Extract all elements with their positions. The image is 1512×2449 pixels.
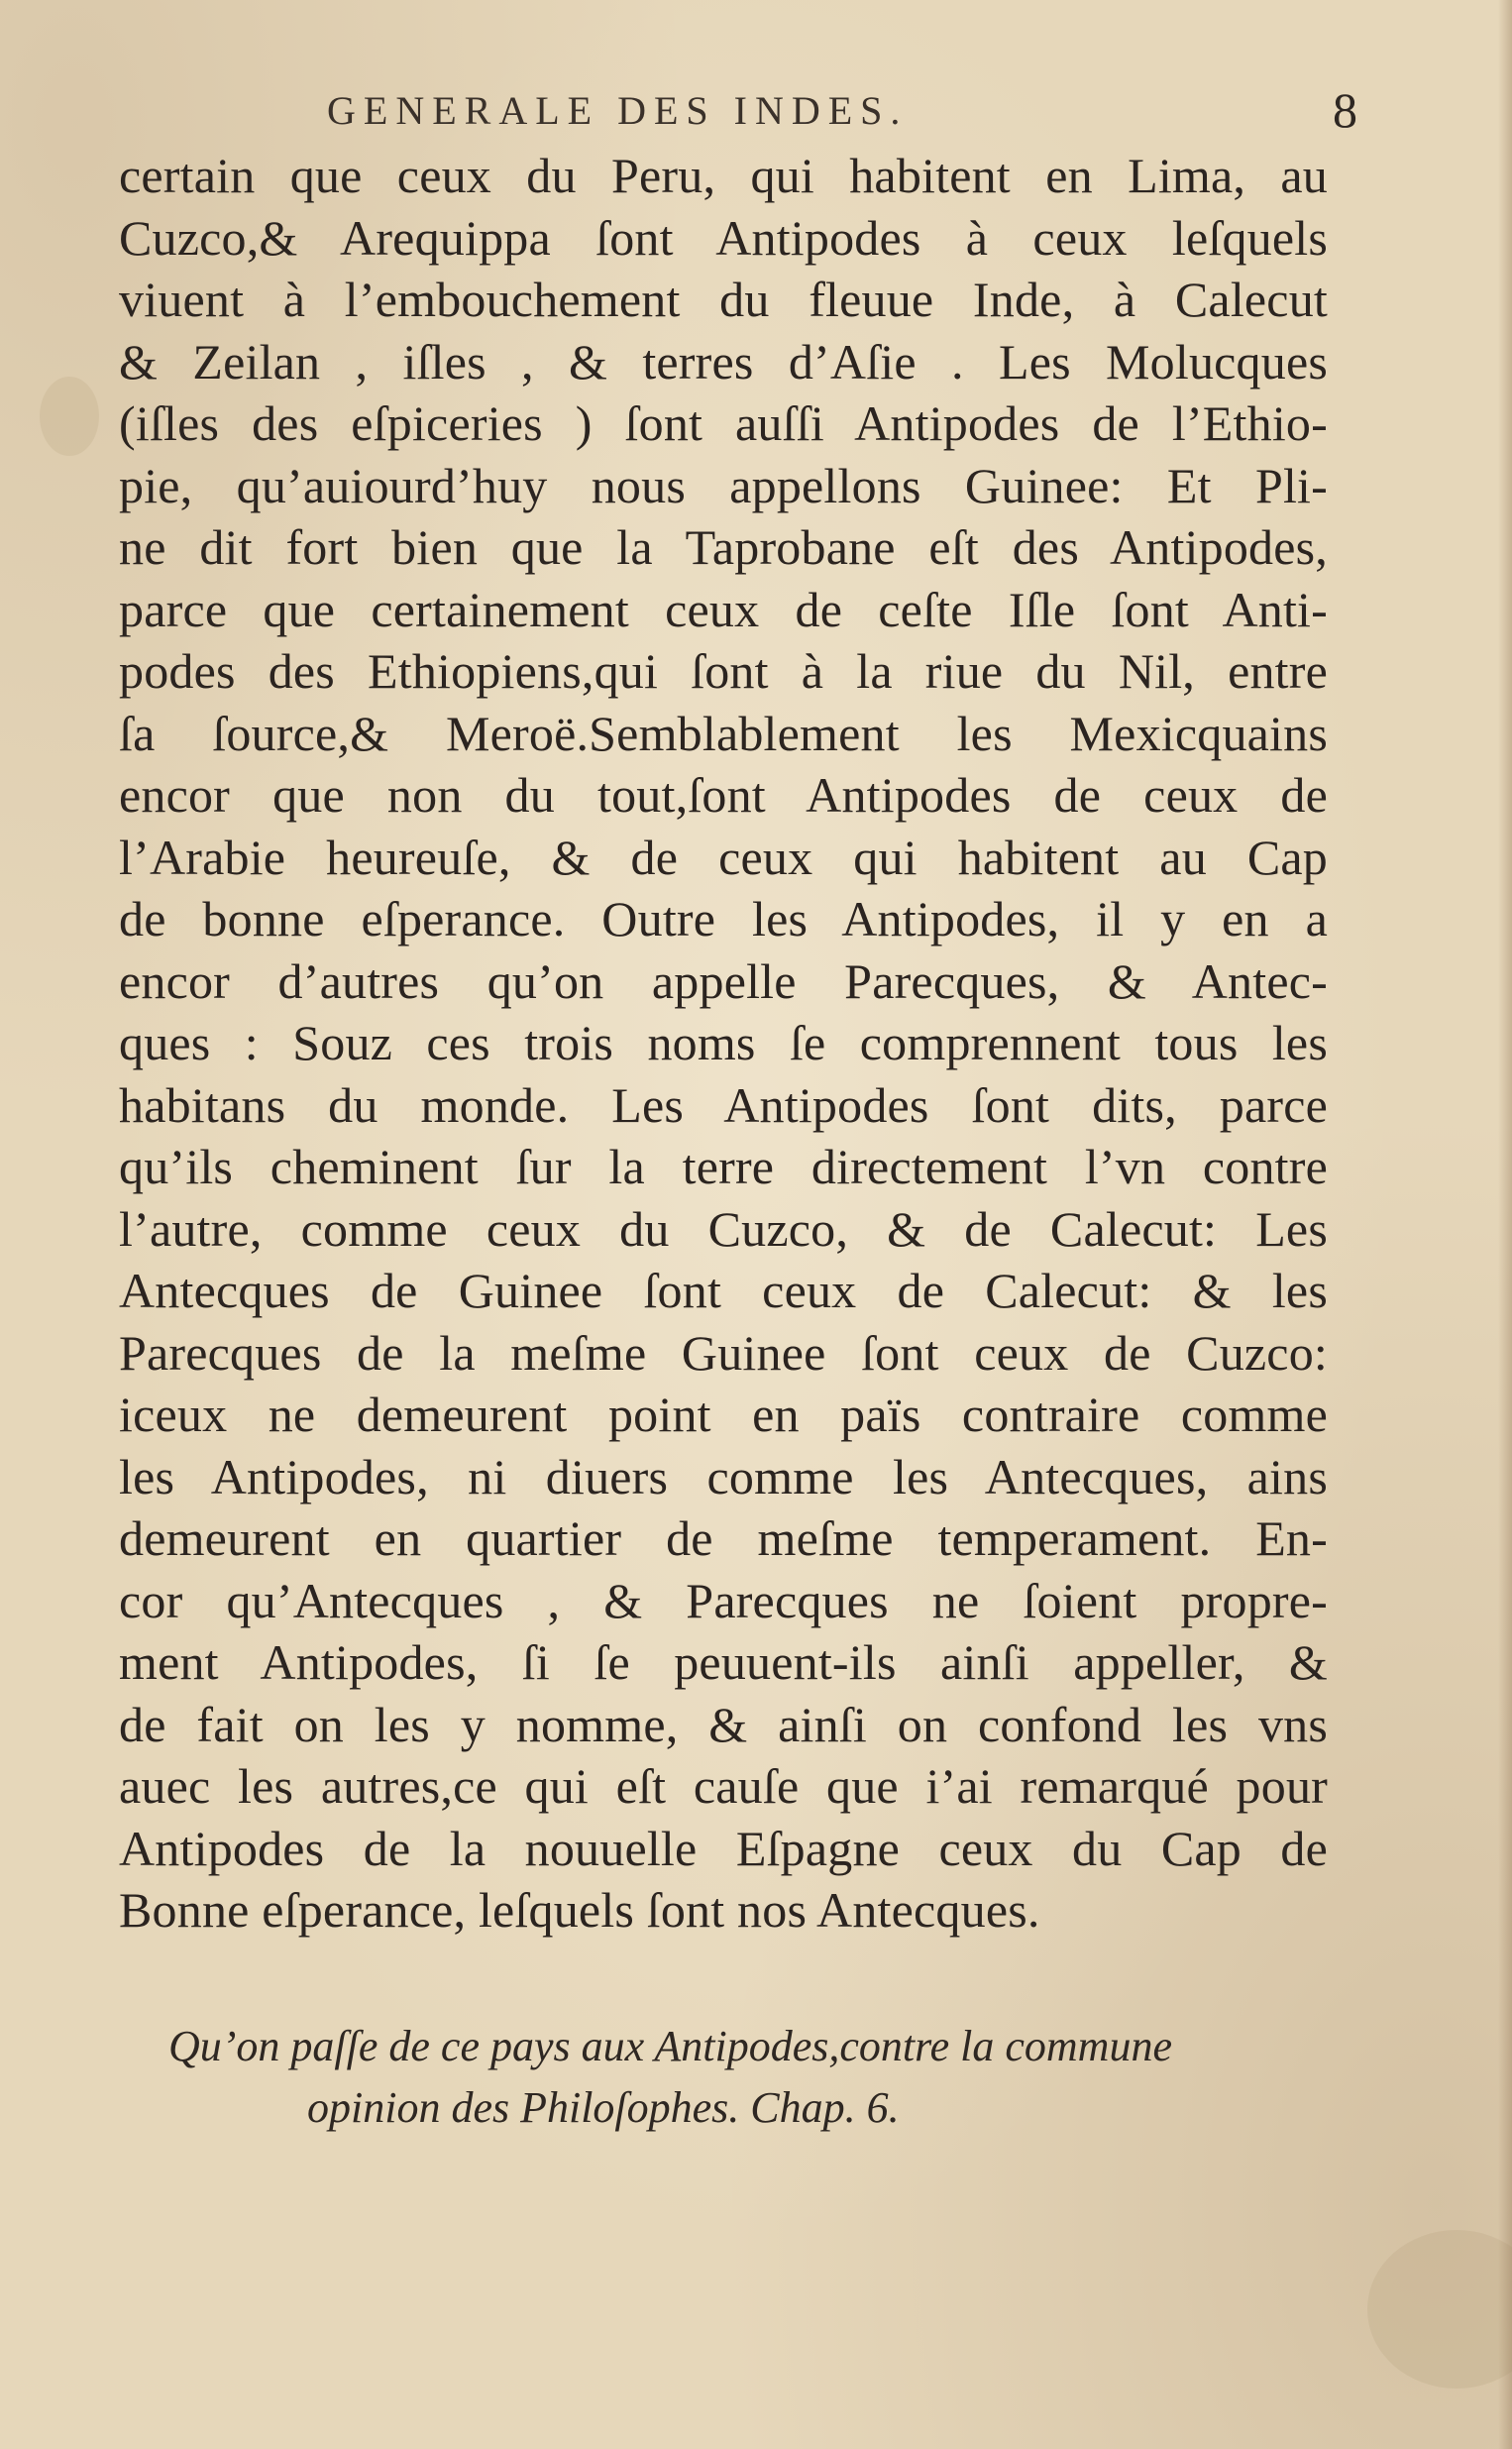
text-line: pie, qu’auiourd’huy nous appellons Guinee: Et Pli- [119,457,1328,513]
text-line: qu’ils cheminent ſur la terre directement l’vn contre [119,1139,1328,1194]
text-line: viuent à l’embouchement du fleuue Inde, à Calecut [119,272,1328,327]
chapter-heading [168,2016,1308,2139]
text-line: Parecques de la meſme Guinee ſont ceux de Cuzco: [119,1324,1328,1381]
text-line: iceux ne demeurent point en païs contraire comme [119,1387,1328,1442]
text-line: demeurent en quartier de meſme temperament. En- [119,1510,1328,1566]
text-line: habitans du monde. Les Antipodes ſont dits, parce [119,1076,1328,1133]
text-line: les Antipodes, ni diuers comme les Antecques, ains [119,1448,1328,1504]
paper-stain [1367,2230,1512,2389]
text-line: cor qu’Antecques , & Parecques ne ſoient propre- [119,1572,1328,1628]
text-line: ques : Souz ces trois noms ſe comprennent tous les [119,1015,1328,1070]
text-line: Bonne eſperance, leſquels ſont nos Antecques. [119,1882,1040,1938]
text-line: de bonne eſperance. Outre les Antipodes, il y en a [119,891,1328,946]
running-head: GENERALE DES INDES. [327,88,909,133]
text-line: encor d’autres qu’on appelle Parecques, & Antec- [119,952,1328,1009]
text-line: l’autre, comme ceux du Cuzco, & de Calecut: Les [119,1200,1328,1257]
chapter-heading-line: Qu’on paſſe de ce pays aux Antipodes,contre la commune [168,2022,1172,2070]
text-line: auec les autres,ce qui eſt cauſe que i’ai remarqué pour [119,1758,1328,1814]
chapter-heading-line: opinion des Philoſophes. Chap. 6. [307,2083,900,2132]
page-header [327,82,1357,147]
body-text [119,145,1328,1942]
text-line: & Zeilan , iſles , & terres d’Aſie . Les Molucques [119,333,1328,390]
text-line: podes des Ethiopiens,qui ſont à la riue du Nil, entre [119,643,1328,699]
text-line: ſa ſource,& Meroë.Semblablement les Mexicquains [119,705,1328,761]
text-line: Antecques de Guinee ſont ceux de Calecut: & les [119,1263,1328,1318]
page-edge-shadow [1498,0,1512,2449]
text-line: ne dit fort bien que la Taprobane eſt des Antipodes, [119,519,1328,575]
text-line: ment Antipodes, ſi ſe peuuent-ils ainſi appeller, & [119,1634,1328,1690]
text-line: certain que ceux du Peru, qui habitent en Lima, au [119,148,1328,203]
text-line: (iſles des eſpiceries ) ſont auſſi Antipodes de l’Ethio- [119,395,1328,451]
text-line: de fait on les y nomme, & ainſi on confond les vns [119,1696,1328,1752]
text-line: Cuzco,& Arequippa ſont Antipodes à ceux leſquels [119,209,1328,266]
text-line: encor que non du tout,ſont Antipodes de ceux de [119,767,1328,823]
text-line: Antipodes de la nouuelle Eſpagne ceux du Cap de [119,1820,1328,1876]
text-line: parce que certainement ceux de ceſte Iſle ſont Anti- [119,581,1328,637]
page-number: 8 [1333,82,1357,138]
paper-stain [40,377,99,456]
text-line: l’Arabie heureuſe, & de ceux qui habitent au Cap [119,829,1328,885]
